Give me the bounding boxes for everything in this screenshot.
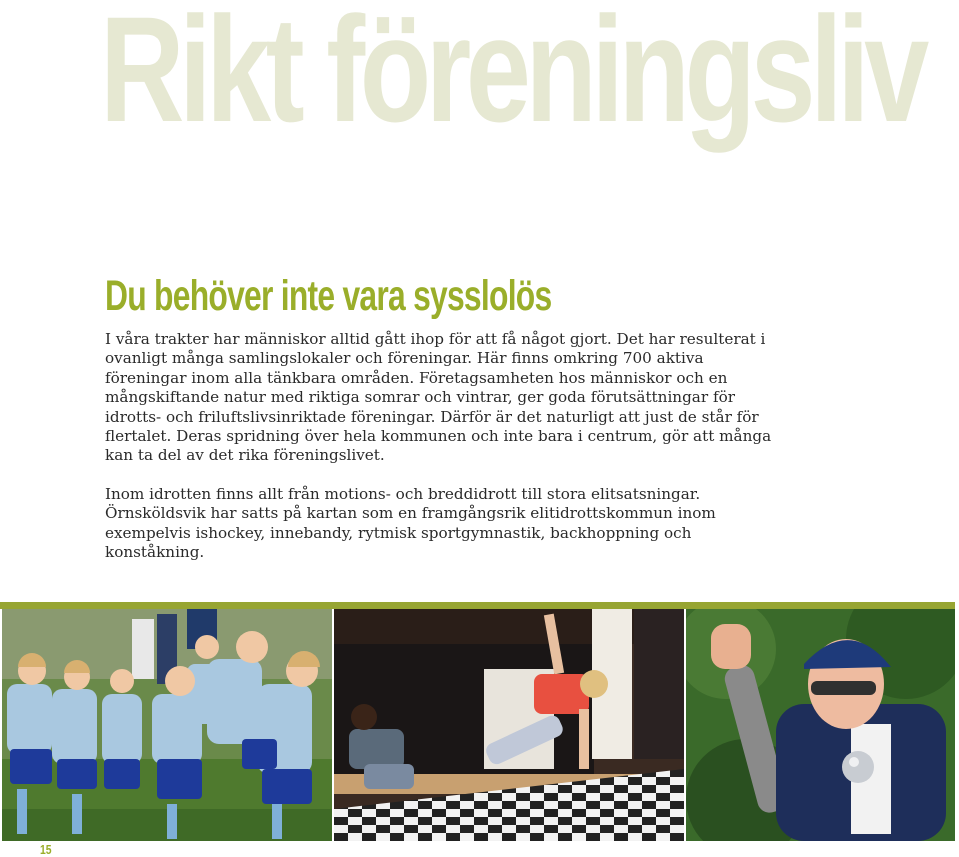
paragraph-2: Inom idrotten finns allt från motions- och breddidrott till stora elitsatsningar. Örnsköldsvik har satts på kartan som en framgångsrik elitidrottskommun inom exempelvis ishockey, innebandy, rytmisk sportgymnastik, backhoppning och konståkning. <box>105 484 716 562</box>
photo-dancers <box>334 609 684 841</box>
body-text <box>105 330 785 581</box>
section-heading: Du behöver inte vara sysslolös <box>105 272 552 320</box>
divider-bar <box>0 602 955 609</box>
page-title: Rikt föreningsliv <box>100 0 924 153</box>
paragraph-1: I våra trakter har människor alltid gått ihop för att få något gjort. Det har resulterat i ovanligt många samlingslokaler och föreningar. Här finns omkring 700 aktiva föreningar inom alla tänkbara områden. Företagsamheten hos människor och en mångskiftande natur med riktiga somrar och vintrar, ger goda förutsättningar för idrotts- och friluftslivsinriktade föreningar. Därför är det naturligt att just de står för flertalet. Deras spridning över hela kommunen och inte bara i centrum, gör att många kan ta del av det rika föreningslivet. <box>105 330 772 465</box>
photo-boule-player <box>686 609 955 841</box>
photo-football-kids <box>2 609 332 841</box>
page-number: 15 <box>40 842 52 857</box>
